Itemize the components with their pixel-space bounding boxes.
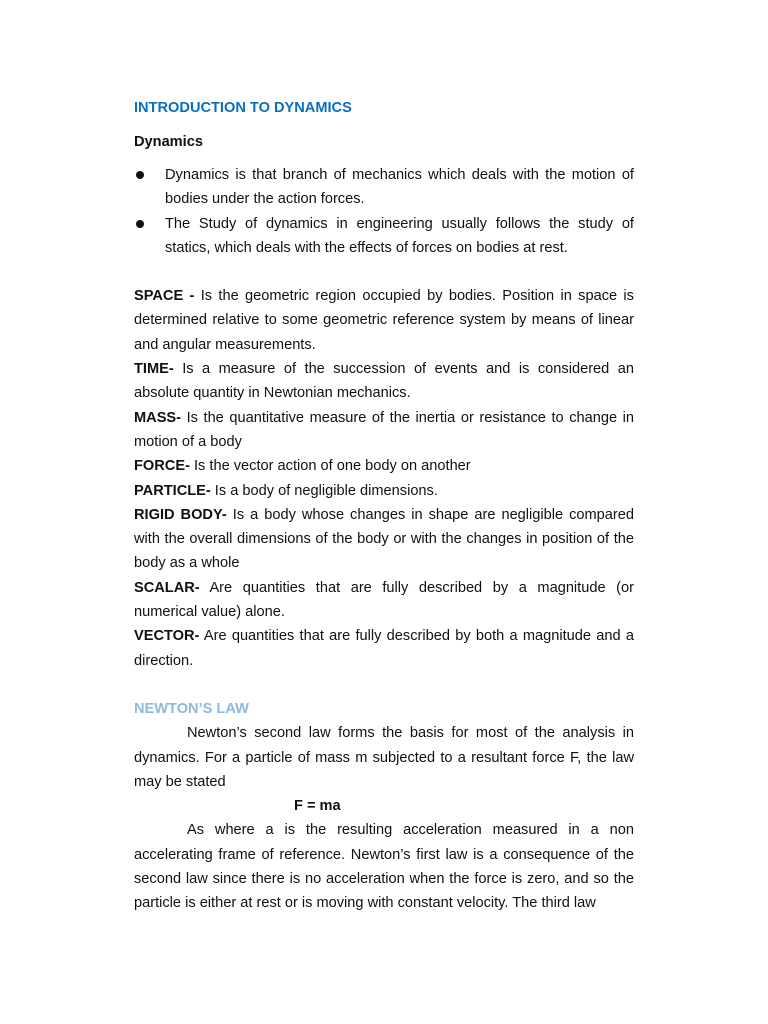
dynamics-bullet-list	[134, 163, 634, 260]
definition-force	[134, 454, 634, 478]
bullet-icon	[136, 171, 144, 179]
definition-text: Is the quantitative measure of the inertia or resistance to change in motion of a body	[134, 409, 634, 450]
definition-rigid-body	[134, 503, 634, 576]
bullet-text: The Study of dynamics in engineering usually follows the study of statics, which deals with the effects of forces on bodies at rest.	[165, 215, 634, 256]
section-heading-dynamics: Dynamics	[134, 134, 203, 150]
definition-text: Are quantities that are fully described by both a magnitude and a direction.	[134, 628, 634, 669]
definition-text: Is a body of negligible dimensions.	[210, 482, 438, 499]
bullet-icon	[136, 220, 144, 228]
definition-term: PARTICLE-	[134, 482, 211, 499]
definition-particle	[134, 479, 634, 503]
definition-scalar	[134, 576, 634, 625]
newton-paragraph-2: As where a is the resulting acceleration measured in a non accelerating frame of reference. Newton’s first law is a consequence of the second law since there is no acceleration when the force is zero, and so the particle is either at rest or is moving with constant velocity. The third law	[134, 822, 634, 912]
definition-time	[134, 357, 634, 406]
definition-term: TIME-	[134, 361, 174, 378]
definition-term: VECTOR-	[134, 628, 200, 645]
bullet-item	[134, 212, 634, 261]
document-content	[134, 97, 634, 916]
definition-text: Is the geometric region occupied by bodies. Position in space is determined relative to some geometric reference system by means of linear and angular measurements.	[134, 288, 634, 353]
document-title: INTRODUCTION TO DYNAMICS	[134, 100, 352, 116]
bullet-text: Dynamics is that branch of mechanics which deals with the motion of bodies under the action forces.	[165, 167, 634, 208]
section-heading-newtons-law: NEWTON’S LAW	[134, 700, 249, 717]
newton-paragraph-1: Newton’s second law forms the basis for most of the analysis in dynamics. For a particle of mass m subjected to a resultant force F, the law may be stated	[134, 725, 634, 790]
bullet-item	[134, 163, 634, 212]
definitions-list	[134, 284, 634, 673]
definition-text: Is a body whose changes in shape are negligible compared with the overall dimensions of the body or with the changes in position of the body as a whole	[134, 506, 635, 572]
definition-space	[134, 284, 634, 357]
definition-term: RIGID BODY-	[134, 506, 227, 523]
definition-term: FORCE-	[134, 458, 190, 475]
definition-term: SPACE -	[134, 288, 195, 305]
definition-text: Is a measure of the succession of events and is considered an absolute quantity in Newtonian mechanics.	[134, 361, 634, 402]
definition-term: SCALAR-	[134, 579, 200, 596]
definition-mass	[134, 406, 634, 455]
definition-text: Is the vector action of one body on another	[189, 458, 471, 475]
definition-term: MASS-	[134, 409, 182, 426]
definition-text: Are quantities that are fully described by a magnitude (or numerical value) alone.	[134, 579, 634, 621]
newton-formula: F = ma	[294, 798, 341, 815]
definition-vector	[134, 624, 634, 673]
